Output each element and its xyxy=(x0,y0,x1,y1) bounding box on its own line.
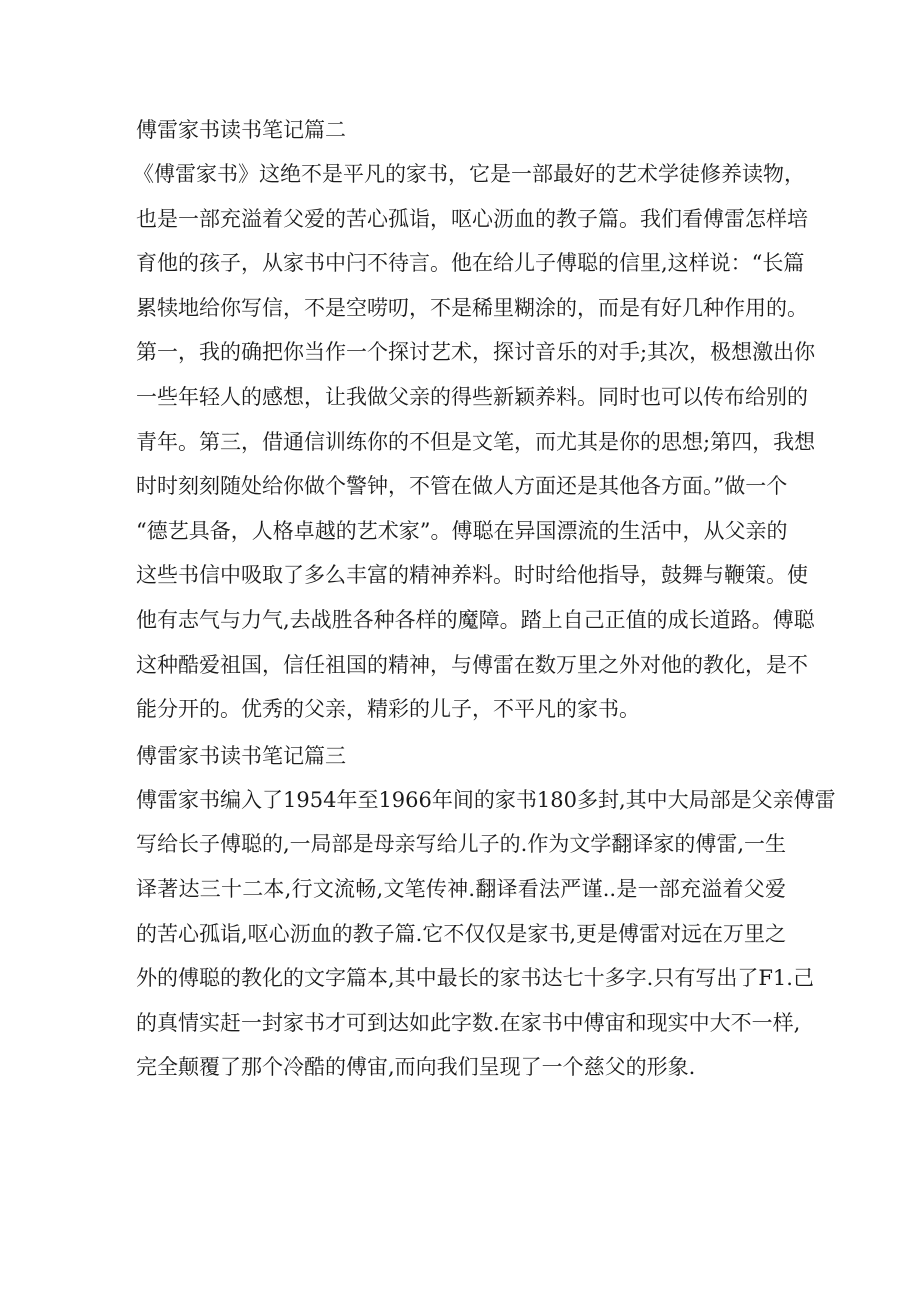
paragraph-line: 一些年轻人的感想，让我做父亲的得些新颖养料。同时也可以传布给别的 xyxy=(136,384,808,409)
paragraph-line: 第一，我的确把你当作一个探讨艺术，探讨音乐的对手;其次，极想激出你 xyxy=(136,340,816,365)
document-body xyxy=(133,112,836,1090)
paragraph-line: 能分开的。优秀的父亲，精彩的儿子，不平凡的家书。 xyxy=(136,697,640,722)
section-2-paragraph xyxy=(133,152,816,732)
paragraph-line: 《傅雷家书》这绝不是平凡的家书，它是一部最好的艺术学徒修养读物， xyxy=(133,162,805,186)
paragraph-line: 写给长子傅聪的,一局部是母亲写给儿子的.作为文学翻译家的傅雷,一生 xyxy=(136,832,787,857)
paragraph-line: 傅雷家书编入了1954年至1966年间的家书180多封,其中大局部是父亲傅雷 xyxy=(136,787,836,812)
paragraph-line: 他有志气与力气,去战胜各种各样的魔障。踏上自己正值的成长道路。傅聪 xyxy=(136,607,815,632)
paragraph-line: 的苦心孤诣,呕心沥血的教子篇.它不仅仅是家书,更是傅雷对远在万里之 xyxy=(136,921,787,946)
paragraph-line: 时时刻刻随处给你做个警钟，不管在做人方面还是其他各方面。”做一个 xyxy=(136,474,788,499)
paragraph-line: 的真情实赶一封家书才可到达如此字数.在家书中傅宙和现实中大不一样, xyxy=(136,1010,801,1035)
paragraph-line: 译著达三十二本,行文流畅,文笔传神.翻译看法严谨..是一部充溢着父爱 xyxy=(136,876,786,901)
paragraph-line: 也是一部充溢着父爱的苦心孤诣，呕心沥血的教子篇。我们看傅雷怎样培 xyxy=(136,206,808,231)
paragraph-line: 完全颠覆了那个冷酷的傅宙,而向我们呈现了一个慈父的形象. xyxy=(136,1055,696,1080)
paragraph-line: 育他的孩子，从家书中闩不待言。他在给儿子傅聪的信里,这样说：“长篇 xyxy=(136,251,805,276)
paragraph-line: 这种酷爱祖国，信任祖国的精神，与傅雷在数万里之外对他的教化，是不 xyxy=(136,652,808,677)
section-title-3: 傅雷家书读书笔记篇三 xyxy=(136,743,346,768)
paragraph-line: “德艺具备，人格卓越的艺术家”。傅聪在异国漂流的生活中，从父亲的 xyxy=(136,518,788,543)
paragraph-line: 青年。第三，借通信训练你的不但是文笔，而尤其是你的思想;第四，我想 xyxy=(136,429,816,454)
paragraph-line: 外的傅聪的教化的文字篇本,其中最长的家书达七十多字.只有写出了F1.己 xyxy=(136,966,814,991)
section-title-2: 傅雷家书读书笔记篇二 xyxy=(136,118,346,142)
paragraph-line: 这些书信中吸取了多么丰富的精神养料。时时给他指导，鼓舞与鞭策。使 xyxy=(136,563,808,588)
section-3-paragraph xyxy=(136,778,836,1090)
paragraph-line: 累犊地给你写信，不是空唠叨，不是稀里糊涂的，而是有好几种作用的。 xyxy=(136,295,808,320)
